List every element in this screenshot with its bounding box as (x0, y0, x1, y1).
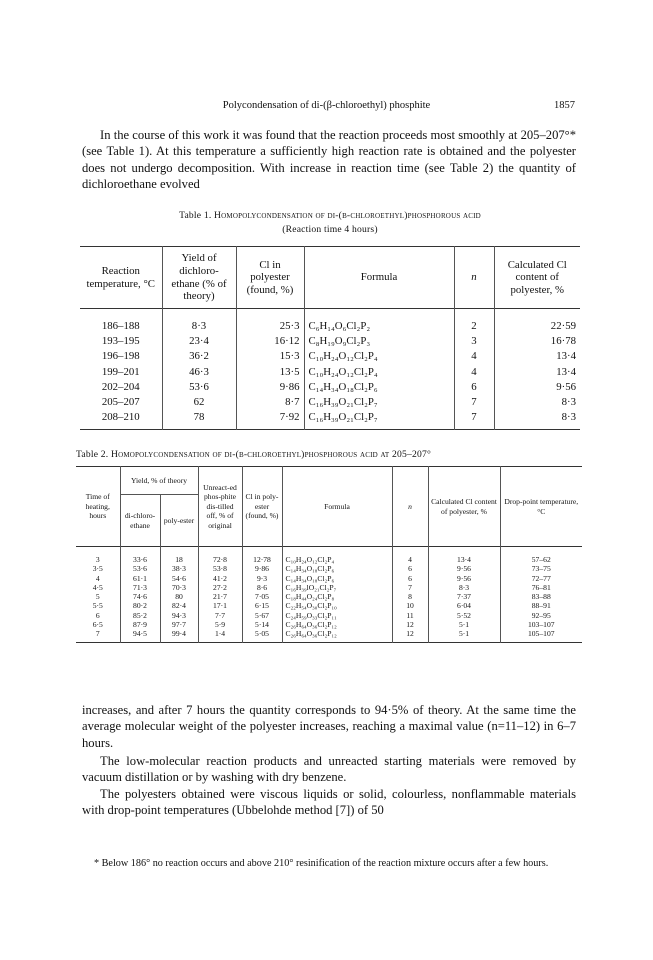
table2-cell: 5·1 (428, 629, 500, 642)
table2-header: Cl in poly-ester (found, %) (242, 467, 282, 547)
table1-cell: 9·56 (494, 380, 580, 395)
table2-row (76, 620, 582, 629)
table2-cell: 61·1 (120, 574, 160, 583)
table2-cell: 72–77 (500, 574, 582, 583)
table2-cell: 12 (392, 629, 428, 642)
table2-caption (76, 449, 586, 460)
table2-cell: 6·15 (242, 601, 282, 610)
table2-cell: 38·3 (160, 564, 198, 573)
table1-cell: C₁₆H₃₉O₂₁Cl₂P₇ (304, 410, 454, 430)
table1-title: Homopolycondensation of di-(β-chloroethyl)phosphorous acid (214, 210, 481, 221)
table2-cell: C₂₆H₆₄O₃₆Cl₂P₁₂ (282, 620, 392, 629)
table2-header: poly-ester (160, 495, 198, 547)
table2-cell: 6 (392, 564, 428, 573)
table1-cell: C₁₀H₂₄O₁₂Cl₂P₄ (304, 349, 454, 364)
table1-cell: 205–207 (101, 396, 140, 409)
table1-cell: 4 (454, 365, 494, 380)
table2-cell: C₂₄H₅₉O₃₃Cl₂P₁₁ (282, 611, 392, 620)
table2-cell: 94·5 (120, 629, 160, 642)
table2-cell: 5·5 (92, 601, 103, 611)
table2 (76, 466, 582, 643)
table1-label: Table 1. (179, 210, 212, 221)
table1-cell: 7 (454, 410, 494, 430)
table2-cell: 5·1 (428, 620, 500, 629)
table1-row (80, 410, 580, 430)
table1-cell: C₁₆H₃₉O₂₁Cl₂P₇ (304, 395, 454, 410)
table1-cell: 6 (454, 380, 494, 395)
table2-cell: 6·04 (428, 601, 500, 610)
table1-cell: 13·4 (494, 365, 580, 380)
table1-cell: 202–204 (101, 380, 140, 393)
table2-header-row (76, 467, 582, 495)
table2-cell: 103–107 (500, 620, 582, 629)
table1-row (80, 309, 580, 335)
table1-cell: 2 (454, 309, 494, 335)
table2-row (76, 564, 582, 573)
table2-cell: 80 (160, 592, 198, 601)
table2-cell: 83–88 (500, 592, 582, 601)
table2-cell: 54·6 (160, 574, 198, 583)
table2-cell: 13·4 (428, 547, 500, 565)
running-head-title: Polycondensation of di-(β-chloroethyl) phosphite (222, 100, 431, 111)
table2-cell: 92–95 (500, 611, 582, 620)
table1-cell: 196–198 (101, 350, 140, 363)
table1-row (80, 380, 580, 395)
table2-cell: 53·6 (120, 564, 160, 573)
table1-header: Yield of dichloro-ethane (% of theory) (162, 247, 236, 309)
table2-cell: 7·7 (198, 611, 242, 620)
table2-row (76, 611, 582, 620)
table2-row (76, 574, 582, 583)
table1-header: Cl in polyester (found, %) (236, 247, 304, 309)
table1-cell: 16·78 (494, 334, 580, 349)
table2-cell: 41·2 (198, 574, 242, 583)
table2-cell: 82·4 (160, 601, 198, 610)
table1-row (80, 334, 580, 349)
table2-cell: 5·67 (242, 611, 282, 620)
table1-cell: 13·4 (494, 349, 580, 364)
table2-cell: 4 (95, 573, 100, 583)
table2-header: Yield, % of theory (120, 467, 198, 495)
table2-cell: 73–75 (500, 564, 582, 573)
table2-cell: 85·2 (120, 611, 160, 620)
table2-cell: 21·7 (198, 592, 242, 601)
table2-cell: C₁₄H₃₄O₁₈Cl₂P₆ (282, 564, 392, 573)
table2-cell: 5·05 (242, 629, 282, 642)
table2-cell: 10 (392, 601, 428, 610)
table2-header: Unreact-ed phos-phite dis-tilled off, % of original (198, 467, 242, 547)
table1-header: Calculated Cl content of polyester, % (494, 247, 580, 309)
table2-header: di-chloro-ethane (120, 495, 160, 547)
table2-cell: 4·5 (92, 582, 103, 592)
table2-cell: 5·52 (428, 611, 500, 620)
table2-cell: C₁₀H₂₄O₁₂Cl₂P₄ (282, 547, 392, 565)
table2-cell: 7 (95, 629, 100, 639)
table2-row (76, 629, 582, 642)
table2-label: Table 2. (76, 449, 109, 460)
table2-cell: 7 (392, 583, 428, 592)
table1-row (80, 349, 580, 364)
table1-caption (80, 210, 580, 221)
table1-cell: 208–210 (101, 411, 140, 424)
table1-cell: 13·5 (236, 365, 304, 380)
table1-cell: 78 (162, 410, 236, 430)
table2-cell: 12·78 (242, 547, 282, 565)
table2-cell: 8·6 (242, 583, 282, 592)
table2-cell: 1·4 (198, 629, 242, 642)
table2-cell: 12 (392, 620, 428, 629)
table1-cell: 46·3 (162, 365, 236, 380)
table2-row (76, 601, 582, 610)
table2-cell: 97·7 (160, 620, 198, 629)
table2-cell: 5·9 (198, 620, 242, 629)
table1-cell: 15·3 (236, 349, 304, 364)
table2-cell: C₁₄H₃₄O₁₈Cl₂P₆ (282, 574, 392, 583)
table1 (80, 246, 580, 430)
table2-cell: 7·05 (242, 592, 282, 601)
table2-cell: 71·3 (120, 583, 160, 592)
table2-cell: 72·8 (198, 547, 242, 565)
table2-header: Formula (282, 467, 392, 547)
table2-cell: 3 (95, 555, 100, 564)
table2-cell: 7·37 (428, 592, 500, 601)
table2-cell: 17·1 (198, 601, 242, 610)
table2-cell: 9·3 (242, 574, 282, 583)
table2-cell: 33·6 (120, 547, 160, 565)
table2-cell: 5 (95, 592, 100, 602)
table1-cell: 7·92 (236, 410, 304, 430)
table2-cell: 87·9 (120, 620, 160, 629)
table2-cell: 94·3 (160, 611, 198, 620)
table2-cell: 27·2 (198, 583, 242, 592)
table2-cell: 9·56 (428, 574, 500, 583)
table2-cell: 11 (392, 611, 428, 620)
table2-title: Homopolycondensation of di-(β-chloroethyl)phosphorous acid at 205–207° (110, 449, 432, 460)
table1-cell: 23·4 (162, 334, 236, 349)
table2-cell: 57–62 (500, 547, 582, 565)
table1-cell: 8·3 (494, 395, 580, 410)
results-paragraph: increases, and after 7 hours the quantity corresponds to 94·5% of theory. At the same time the average molecular weight of the polyester increases, reaching a maximal value (n=11–12) in 6–7 hours. (82, 703, 576, 750)
table1-row (80, 365, 580, 380)
table2-cell: 70·3 (160, 583, 198, 592)
table1-cell: 3 (454, 334, 494, 349)
table1-cell: 62 (162, 395, 236, 410)
table1-cell: 8·3 (494, 410, 580, 430)
purification-paragraph: The low-molecular reaction products and unreacted starting materials were removed by vacuum distillation or by washing with dry benzene. (82, 754, 576, 785)
table2-cell: 9·56 (428, 564, 500, 573)
table2-cell: 99·4 (160, 629, 198, 642)
table2-cell: 3·5 (92, 564, 103, 574)
table1-subtitle: (Reaction time 4 hours) (282, 224, 378, 235)
table2-header: Calculated Cl content of polyester, % (428, 467, 500, 547)
table2-cell: 76–81 (500, 583, 582, 592)
table1-cell: C₈H₁₉O₉Cl₂P₃ (304, 334, 454, 349)
table1-cell: C₁₀H₂₄O₁₂Cl₂P₄ (304, 365, 454, 380)
table2-cell: C₂₂H₅₄O₃₀Cl₂P₁₀ (282, 601, 392, 610)
table1-cell: C₆H₁₄O₆Cl₂P₂ (304, 309, 454, 335)
table2-header: Drop-point temperature, °C (500, 467, 582, 547)
table2-cell: 6·5 (92, 620, 103, 630)
table1-header: Reaction temperature, °C (86, 264, 155, 290)
table2-cell: 53·8 (198, 564, 242, 573)
table2-cell: 105–107 (500, 629, 582, 642)
table2-cell: 4 (392, 547, 428, 565)
table1-header: n (454, 247, 494, 309)
table2-cell: 6 (392, 574, 428, 583)
table2-cell: 9·86 (242, 564, 282, 573)
table2-row (76, 583, 582, 592)
table1-cell: 199–201 (101, 365, 140, 378)
table1-cell: 8·7 (236, 395, 304, 410)
table1-cell: C₁₄H₃₄O₁₈Cl₂P₆ (304, 380, 454, 395)
table1-cell: 8·3 (162, 309, 236, 335)
table1-cell: 25·3 (236, 309, 304, 335)
table1-cell: 193–195 (101, 335, 140, 348)
table2-cell: 74·6 (120, 592, 160, 601)
table1-cell: 36·2 (162, 349, 236, 364)
table1-cell: 4 (454, 349, 494, 364)
table1-cell: 9·86 (236, 380, 304, 395)
table2-cell: 6 (95, 610, 100, 620)
properties-paragraph: The polyesters obtained were viscous liquids or solid, colourless, nonflammable materials with drop-point temperatures (Ubbelohde method [7]) of 50 (82, 787, 576, 818)
table1-header: Formula (304, 247, 454, 309)
table1-cell: 53·6 (162, 380, 236, 395)
table2-cell: C₂₆H₆₄O₃₆Cl₂P₁₂ (282, 629, 392, 642)
table1-row (80, 395, 580, 410)
table1-cell: 16·12 (236, 334, 304, 349)
intro-paragraph: In the course of this work it was found that the reaction proceeds most smoothly at 205–207°* (see Table 1). At this temperature a sufficiently high reaction rate is obtained and the polyester does not undergo decomposition. With increase in reaction time (see Table 2) the quantity of dichloroethane evolved (82, 128, 576, 192)
table1-cell: 22·59 (494, 309, 580, 335)
table2-cell: C₁₆H₃₉lO₂₁Cl₂P₇ (282, 583, 392, 592)
table2-row (76, 547, 582, 565)
table1-cell: 7 (454, 395, 494, 410)
table2-cell: 8·3 (428, 583, 500, 592)
table2-cell: 80·2 (120, 601, 160, 610)
footnote: * Below 186° no reaction occurs and above 210° resinification of the reaction mixture occurs after a few hours. (94, 858, 549, 869)
table2-header: n (392, 467, 428, 547)
page-number: 1857 (554, 100, 575, 111)
table2-cell: 88–91 (500, 601, 582, 610)
table2-row (76, 592, 582, 601)
table1-header-row (80, 247, 580, 309)
table1-cell: 186–188 (101, 320, 140, 332)
table2-cell: 18 (160, 547, 198, 565)
table2-header: Time of heating, hours (85, 492, 110, 521)
table2-cell: C₁₈H₄₄O₂₄Cl₂P₈ (282, 592, 392, 601)
table2-cell: 5·14 (242, 620, 282, 629)
table2-cell: 8 (392, 592, 428, 601)
